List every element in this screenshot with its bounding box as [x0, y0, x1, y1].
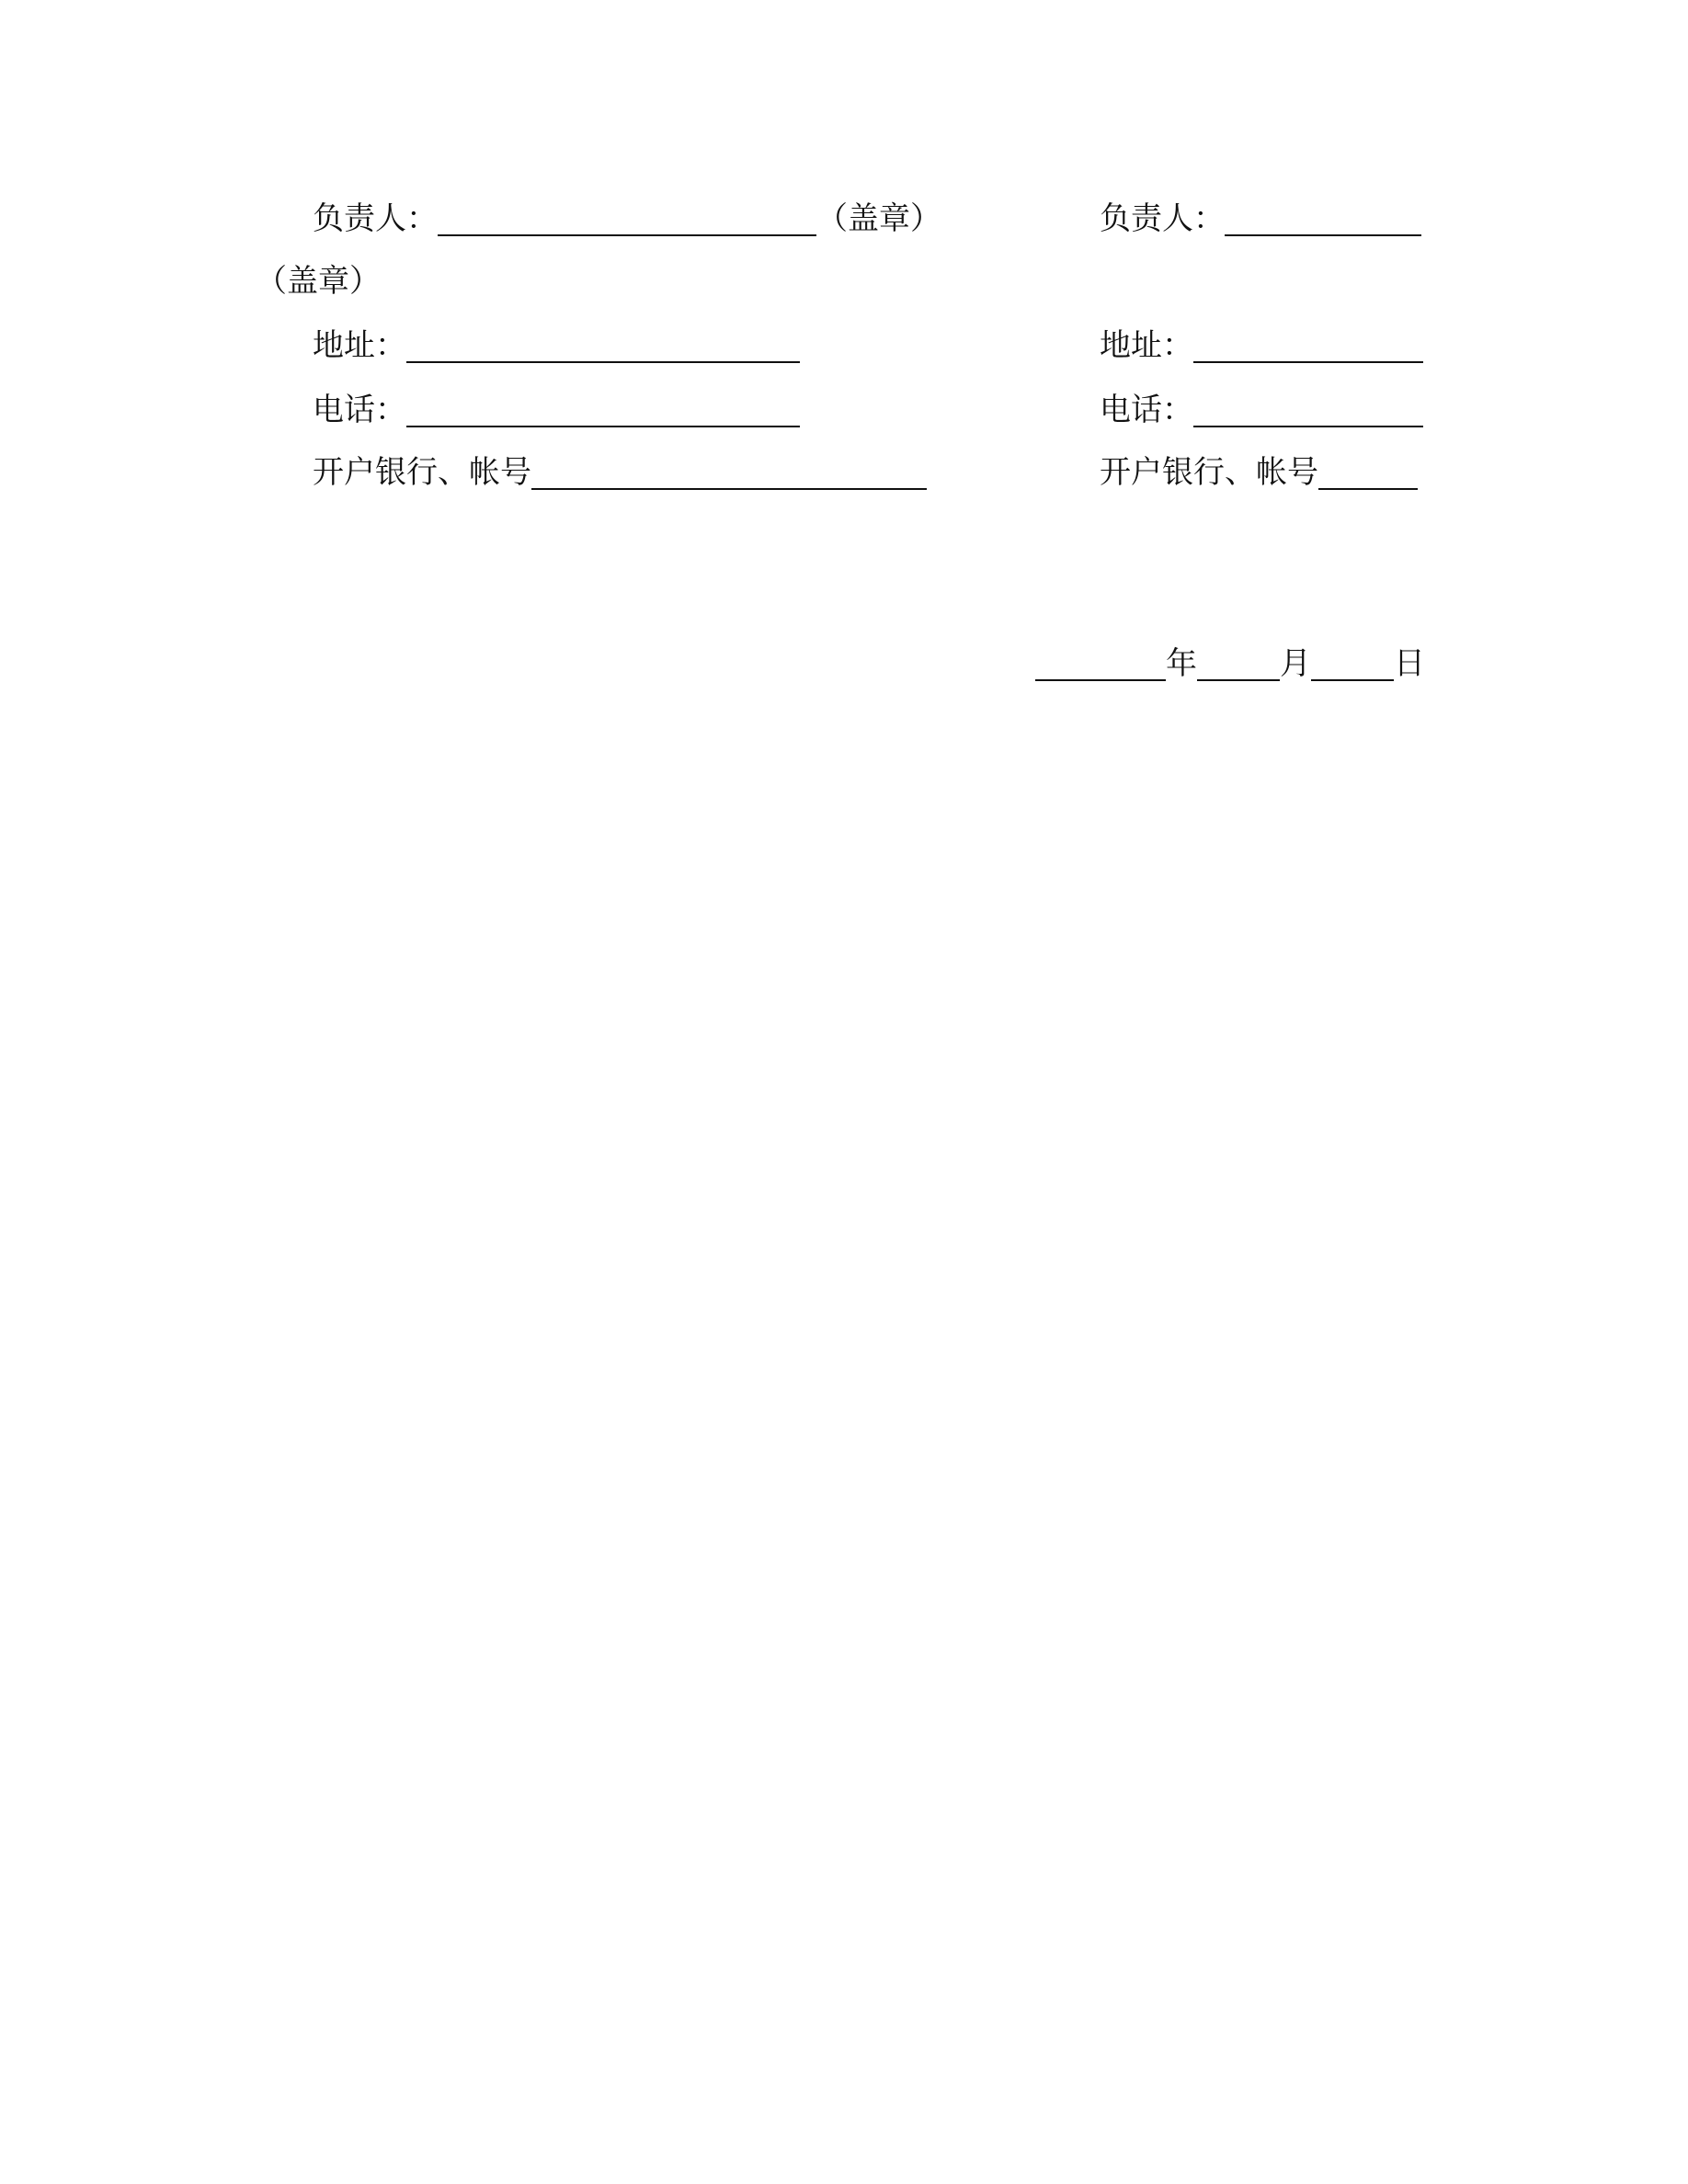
- day-blank[interactable]: [1311, 646, 1394, 681]
- left-phone-label: 电话：: [313, 392, 406, 428]
- right-address-label: 地址：: [1100, 327, 1193, 364]
- left-person-blank[interactable]: [438, 201, 816, 236]
- left-phone-blank[interactable]: [406, 392, 800, 427]
- year-label: 年: [1166, 645, 1197, 682]
- right-person-label: 负责人：: [1100, 200, 1225, 237]
- right-phone-blank[interactable]: [1193, 392, 1423, 427]
- month-blank[interactable]: [1197, 646, 1280, 681]
- right-phone-row: [1100, 390, 1423, 430]
- left-bank-row: [313, 452, 927, 493]
- right-address-row: [1100, 325, 1423, 366]
- day-label: 日: [1394, 645, 1425, 682]
- left-seal-label: （盖章）: [816, 200, 941, 237]
- seal-wrap-label: （盖章）: [256, 263, 381, 300]
- right-bank-row: [1100, 452, 1418, 493]
- month-label: 月: [1280, 645, 1311, 682]
- right-bank-blank[interactable]: [1318, 455, 1418, 490]
- seal-wrap-row: [256, 261, 381, 301]
- left-bank-blank[interactable]: [531, 455, 927, 490]
- left-address-label: 地址：: [313, 327, 406, 364]
- left-address-blank[interactable]: [406, 328, 800, 363]
- date-row: [1035, 643, 1425, 684]
- right-phone-label: 电话：: [1100, 392, 1193, 428]
- right-person-row: [1100, 199, 1421, 239]
- left-bank-label: 开户银行、帐号: [313, 454, 531, 491]
- right-bank-label: 开户银行、帐号: [1100, 454, 1318, 491]
- left-person-label: 负责人：: [313, 200, 438, 237]
- right-person-blank[interactable]: [1225, 201, 1421, 236]
- left-address-row: [313, 325, 800, 366]
- left-phone-row: [313, 390, 800, 430]
- year-blank[interactable]: [1035, 646, 1166, 681]
- left-person-row: [313, 199, 941, 239]
- right-address-blank[interactable]: [1193, 328, 1423, 363]
